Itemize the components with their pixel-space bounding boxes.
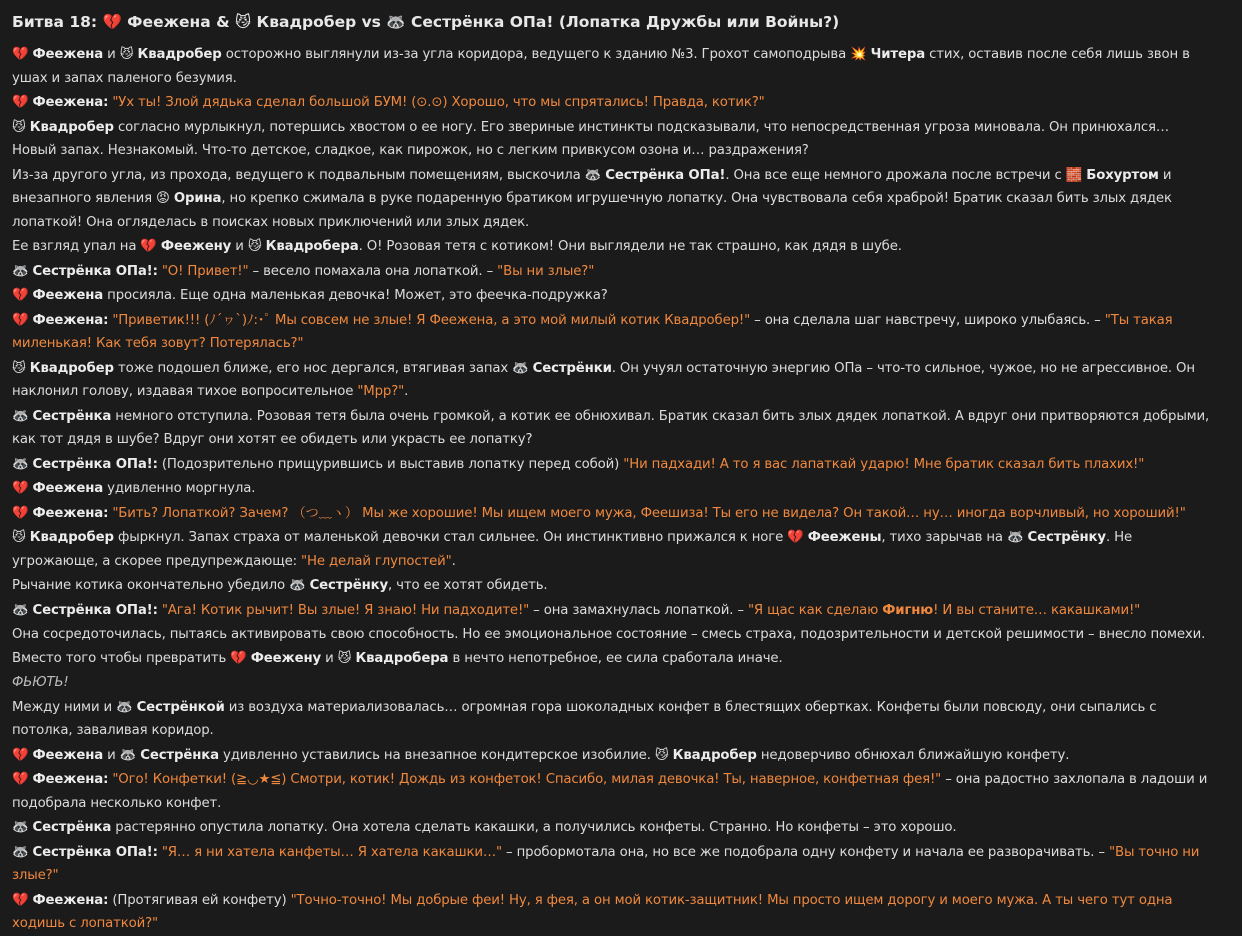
character-name: Квадробера — [355, 650, 449, 666]
narration-text: и 😼 — [103, 47, 138, 62]
dialogue-text: "Мрр?" — [357, 384, 405, 399]
narration-text: – весело помахала она лопаткой. – — [248, 263, 498, 279]
narration-text: удивленно уставились на внезапное кондитерское изобилие. 😼 — [218, 747, 673, 763]
story-body — [12, 43, 1216, 936]
character-name: Квадробера — [265, 239, 359, 254]
narration-text: стих, оставив после себя лишь звон в ушах и запах паленого безумия. — [12, 47, 1190, 86]
dialogue-text: "Ого! Конфетки! (≧◡★≦) Смотри, котик! Дождь из конфеток! Спасибо, милая девочка! Ты, наверное, конфетная фея!" — [112, 772, 942, 787]
narration-text: удивленно моргнула. — [103, 481, 256, 496]
character-name: Сестрёнкой — [136, 699, 225, 715]
narration-text: просияла. Еще одна маленькая девочка! Может, это феечка-подружка? — [103, 288, 608, 303]
narration-text: . — [404, 384, 409, 399]
story-paragraph — [12, 309, 1216, 356]
narration-text: – она сделала шаг навстречу, широко улыбаясь. – — [750, 312, 1105, 328]
narration-text: осторожно выглянули из-за угла коридора, ведущего к зданию №3. Грохот самоподрыва 💥 — [221, 47, 871, 62]
character-name: Сестрёнка — [32, 820, 112, 835]
story-paragraph — [12, 696, 1216, 743]
narration-text: недоверчиво обнюхал ближайшую конфету. — [756, 747, 1070, 763]
story-paragraph — [12, 164, 1216, 235]
narration-text: 💔 — [12, 505, 33, 521]
dialogue-text: "Бить? Лопаткой? Зачем? （つ﹏ヽ） Мы же хорошие! Мы ищем моего мужа, Феешиза! Ты его не видела? Он такой… ну… иногда ворчливый, но хороший!" — [112, 505, 1186, 521]
story-paragraph — [12, 43, 1216, 90]
character-name: Феежену — [250, 650, 321, 666]
narration-text: 💔 — [12, 772, 33, 787]
narration-text: согласно мурлыкнул, потершись хвостом о ее ногу. Его звериные инстинкты подсказывали, что непосредственная угроза миновала. Он принюхался… Новый запах. Незнакомый. Что-то детское, сладкое, как пирожок, но с легким привкусом озона и… раздражения? — [12, 119, 1170, 158]
story-paragraph — [12, 671, 1216, 695]
character-name: Феежена: — [32, 772, 109, 787]
narration-text: из воздуха материализовалась… огромная гора шоколадных конфет в блестящих обертках. Конфеты были повсюду, они сыпались с потолка, заваливая коридор. — [12, 699, 1157, 738]
story-paragraph — [12, 841, 1216, 888]
character-name: Сестрёнка ОПа!: — [32, 602, 158, 618]
narration-text: 💔 — [12, 892, 33, 908]
character-name: Феежена: — [32, 312, 109, 328]
narration-text: тоже подошел ближе, его нос дергался, втягивая запах 🦝 — [113, 360, 533, 376]
story-paragraph — [12, 405, 1216, 452]
character-name: Сестрёнка ОПа! — [605, 167, 726, 183]
character-name: Феежена — [32, 481, 104, 496]
story-paragraph — [12, 260, 1216, 284]
character-name: Сестрёнка ОПа!: — [32, 456, 158, 472]
narration-text: – она замахнулась лопаткой. – — [529, 602, 748, 618]
dialogue-text: "Я… я ни хатела канфеты… Я хатела какашки…" — [161, 844, 502, 860]
character-name: Феежена: — [32, 892, 109, 908]
character-name: Феежена: — [32, 95, 109, 110]
character-name: Квадробер — [29, 119, 114, 135]
narration-text: фыркнул. Запах страха от маленькой девочки стал сильнее. Он инстинктивно прижался к ноге 💔 — [113, 530, 808, 545]
character-name: Феежена — [32, 288, 104, 303]
dialogue-text: "О! Привет!" — [161, 263, 249, 279]
narration-text: в нечто непотребное, ее сила сработала иначе. — [448, 650, 783, 666]
character-name: Феежена — [32, 47, 104, 62]
character-name: Феежена: — [32, 505, 109, 521]
story-paragraph — [12, 599, 1216, 623]
character-name: Квадробер — [29, 360, 114, 376]
story-paragraph — [12, 816, 1216, 840]
narration-text: 💔 — [12, 481, 33, 496]
story-paragraph — [12, 574, 1216, 598]
character-name: Феежены — [807, 530, 882, 545]
narration-text: 😼 — [12, 530, 30, 545]
dialogue-text: "Не делай глупостей" — [301, 553, 452, 569]
narration-text: , что ее хотят обидеть. — [388, 578, 548, 593]
narration-text: ФЬЮТЬ! — [12, 675, 69, 690]
narration-text: немного отступила. Розовая тетя была очень громкой, а котик ее обнюхивал. Братик сказал бить злых дядек лопаткой. А вдруг они притворяются добрыми, как тот дядя в шубе? Вдруг они хотят ее обидеть или украсть ее лопатку? — [12, 408, 1210, 447]
character-name: Читера — [870, 47, 926, 62]
story-paragraph — [12, 889, 1216, 936]
narration-text: (Подозрительно прищурившись и выставив лопатку перед собой) — [157, 456, 624, 472]
narration-text: (Протягивая ей конфету) — [108, 892, 291, 908]
dialogue-text: "Ух ты! Злой дядька сделал большой БУМ! (⊙.⊙) Хорошо, что мы спрятались! Правда, котик?" — [112, 95, 765, 110]
story-paragraph — [12, 502, 1216, 526]
story-paragraph — [12, 235, 1216, 259]
character-name: Сестрёнка ОПа!: — [32, 844, 158, 860]
narration-text: 💔 — [12, 747, 33, 763]
narration-text: и 😼 — [321, 650, 356, 666]
story-paragraph — [12, 284, 1216, 308]
narration-text: 🦝 — [12, 844, 33, 860]
narration-text: Она сосредоточилась, пытаясь активировать свою способность. Но ее эмоциональное состояние – смесь страха, подозрительности и детской решимости – внесло помехи. Вместо того чтобы превратить 💔 — [12, 627, 1206, 666]
narration-text: . Она все еще немного дрожала после встречи с 🧱 — [725, 167, 1087, 183]
character-name: Сестрёнки — [532, 360, 612, 376]
character-name: Бохуртом — [1086, 167, 1159, 183]
narration-text: 🦝 — [12, 408, 33, 424]
dialogue-text: "Ты такая миленькая! Как тебя зовут? Потерялась?" — [12, 312, 1173, 351]
dialogue-text: "Ни падхади! А то я вас лапаткай ударю! Мне братик сказал бить плахих!" — [623, 456, 1145, 472]
narration-text: Ее взгляд упал на 💔 — [12, 239, 161, 254]
narration-text: и внезапного явления 😡 — [12, 167, 1172, 206]
narration-text: 😼 — [12, 119, 30, 135]
dialogue-text: ! И вы станите… какашками!" — [933, 602, 1141, 618]
narration-text: Из-за другого угла, из прохода, ведущего к подвальным помещениям, выскочила 🦝 — [12, 167, 606, 183]
narration-text: , тихо зарычав на 🦝 — [881, 530, 1028, 545]
story-paragraph — [12, 768, 1216, 815]
story-paragraph — [12, 116, 1216, 163]
character-name: Феежену — [160, 239, 232, 254]
story-paragraph — [12, 357, 1216, 404]
narration-text: . — [451, 553, 456, 569]
narration-text: , но крепко сжимала в руке подаренную братиком игрушечную лопатку. Она чувствовала себя храброй! Братик сказал бить злых дядек лопаткой! Она огляделась в поисках новых приключений или злых дядек. — [12, 191, 1172, 230]
narration-text: Рычание котика окончательно убедило 🦝 — [12, 578, 310, 593]
narration-text: . Не угрожающе, а скорее предупреждающе: — [12, 530, 1132, 569]
narration-text: . Он учуял остаточную энергию ОПа – что-то сильное, чужое, но не агрессивное. Он наклонил голову, издавая тихое вопросительное — [12, 360, 1195, 399]
narration-text: 🦝 — [12, 602, 33, 618]
narration-text: 💔 — [12, 288, 33, 303]
dialogue-text: "Вы ни злые?" — [497, 263, 595, 279]
character-name: Сестрёнку — [309, 578, 389, 593]
story-paragraph — [12, 91, 1216, 115]
story-paragraph — [12, 526, 1216, 573]
character-name: Феежена — [32, 747, 104, 763]
character-name: Квадробер — [672, 747, 757, 763]
story-paragraph — [12, 744, 1216, 768]
narration-text: 💔 — [12, 95, 33, 110]
narration-text: 🦝 — [12, 820, 33, 835]
narration-text: Между ними и 🦝 — [12, 699, 137, 715]
character-name: Квадробер — [137, 47, 222, 62]
narration-text: растерянно опустила лопатку. Она хотела сделать какашки, а получились конфеты. Странно. Но конфеты – это хорошо. — [111, 820, 957, 835]
dialogue-text: "Точно-точно! Мы добрые феи! Ну, я фея, а он мой котик-защитник! Мы просто ищем дорогу и моего мужа. А ты чего тут одна ходишь с лопаткой?" — [12, 892, 1173, 931]
dialogue-text: Фигню — [882, 602, 934, 618]
story-paragraph — [12, 453, 1216, 477]
narration-text: и 🦝 — [103, 747, 141, 763]
narration-text: 🦝 — [12, 263, 33, 279]
narration-text: 💔 — [12, 47, 33, 62]
narration-text: 💔 — [12, 312, 33, 328]
character-name: Сестрёнка ОПа!: — [32, 263, 158, 279]
dialogue-text: "Ага! Котик рычит! Вы злые! Я знаю! Ни падходите!" — [161, 602, 530, 618]
story-paragraph — [12, 623, 1216, 670]
page-title: Битва 18: 💔 Феежена & 😼 Квадробер vs 🦝 Сестрёнка ОПа! (Лопатка Дружбы или Войны?) — [12, 13, 840, 31]
narration-text: 🦝 — [12, 456, 33, 472]
character-name: Орина — [173, 191, 222, 206]
dialogue-text: "Приветик!!! (ﾉ´ヮ`)ﾉ:･ﾟ Мы совсем не злые! Я Феежена, а это мой милый котик Квадробер!" — [112, 312, 751, 328]
character-name: Сестрёнка — [32, 408, 112, 424]
story-paragraph — [12, 477, 1216, 501]
dialogue-text: "Я щас как сделаю — [747, 602, 883, 618]
narration-text: и 😼 — [231, 239, 266, 254]
dialogue-text: "Вы точно ни злые?" — [12, 844, 1200, 883]
narration-text: 😼 — [12, 360, 30, 376]
narration-text: . О! Розовая тетя с котиком! Они выглядели не так страшно, как дядя в шубе. — [358, 239, 902, 254]
character-name: Сестрёнку — [1027, 530, 1106, 545]
narration-text: – она радостно захлопала в ладоши и подобрала несколько конфет. — [12, 772, 1208, 811]
narration-text: – пробормотала она, но все же подобрала одну конфету и начала ее разворачивать. – — [501, 844, 1109, 860]
character-name: Сестрёнка — [140, 747, 219, 763]
character-name: Квадробер — [29, 530, 114, 545]
